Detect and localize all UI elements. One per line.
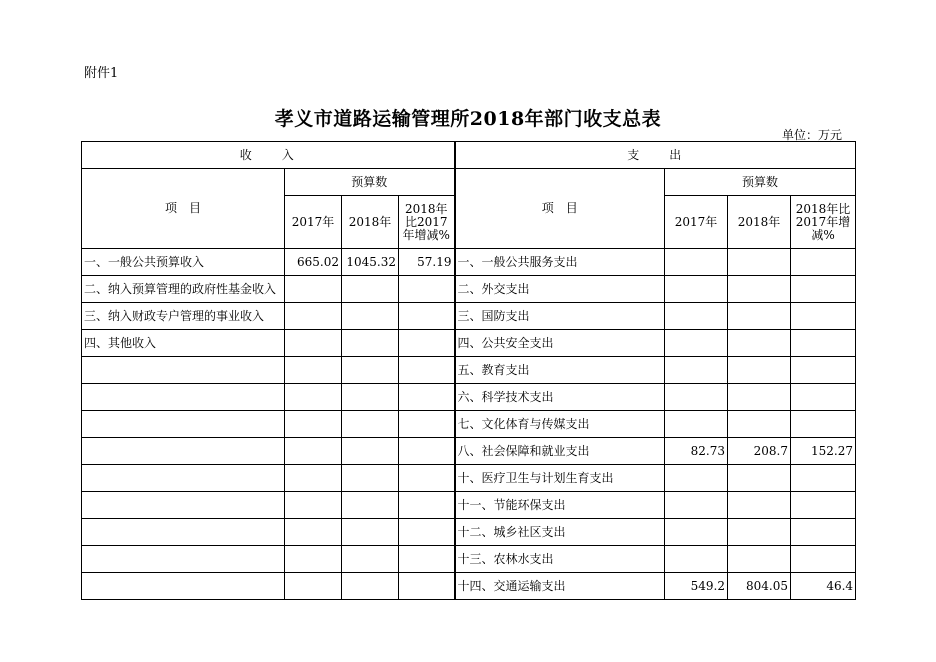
- income-2018-cell: [342, 465, 399, 492]
- expense-change-cell: 46.4: [791, 573, 856, 600]
- income-2017-header: 2017年: [285, 196, 342, 249]
- expense-item-cell: 三、国防支出: [455, 303, 665, 330]
- expense-2018-cell: [728, 276, 791, 303]
- table-row: [82, 411, 856, 438]
- income-item-cell: [82, 546, 285, 573]
- income-2017-cell: 665.02: [285, 249, 342, 276]
- income-2018-cell: [342, 546, 399, 573]
- income-item-cell: [82, 465, 285, 492]
- expense-item-cell: 十二、城乡社区支出: [455, 519, 665, 546]
- income-2017-cell: [285, 438, 342, 465]
- expense-2017-cell: [665, 492, 728, 519]
- income-change-cell: [399, 330, 455, 357]
- income-2017-cell: [285, 276, 342, 303]
- table-row: [82, 492, 856, 519]
- expense-2018-cell: 208.7: [728, 438, 791, 465]
- expense-change-cell: [791, 546, 856, 573]
- expense-2018-cell: [728, 357, 791, 384]
- income-2017-cell: [285, 330, 342, 357]
- expense-item-cell: 十、医疗卫生与计划生育支出: [455, 465, 665, 492]
- income-change-cell: [399, 411, 455, 438]
- expense-2017-cell: [665, 303, 728, 330]
- table-row: [82, 519, 856, 546]
- expense-2018-cell: [728, 411, 791, 438]
- expense-2017-cell: 82.73: [665, 438, 728, 465]
- expense-change-cell: [791, 357, 856, 384]
- income-2018-cell: [342, 519, 399, 546]
- income-change-cell: [399, 519, 455, 546]
- income-item-cell: 四、其他收入: [82, 330, 285, 357]
- unit-label: 单位：万元: [782, 128, 843, 142]
- income-2018-header: 2018年: [342, 196, 399, 249]
- expense-2017-cell: [665, 465, 728, 492]
- expense-item-cell: 六、科学技术支出: [455, 384, 665, 411]
- expense-2017-cell: [665, 357, 728, 384]
- table-row: [82, 303, 856, 330]
- page-title: 孝义市道路运输管理所2018年部门收支总表: [274, 108, 662, 130]
- expense-2017-cell: [665, 330, 728, 357]
- table-row: [82, 249, 856, 276]
- expense-change-cell: [791, 492, 856, 519]
- expense-2018-cell: [728, 384, 791, 411]
- income-header: 收 入: [82, 142, 455, 169]
- expense-2018-cell: [728, 492, 791, 519]
- income-item-cell: [82, 438, 285, 465]
- expense-2017-cell: [665, 519, 728, 546]
- income-budget-header: 预算数: [285, 169, 455, 196]
- income-item-cell: 三、纳入财政专户管理的事业收入: [82, 303, 285, 330]
- expense-change-cell: [791, 519, 856, 546]
- income-2018-cell: [342, 357, 399, 384]
- expense-item-header: 项 目: [455, 169, 665, 249]
- expense-2018-cell: [728, 519, 791, 546]
- income-2017-cell: [285, 411, 342, 438]
- expense-2018-cell: [728, 303, 791, 330]
- expense-change-cell: [791, 465, 856, 492]
- income-change-cell: [399, 438, 455, 465]
- expense-2018-cell: 804.05: [728, 573, 791, 600]
- expense-2018-cell: [728, 249, 791, 276]
- expense-item-cell: 十四、交通运输支出: [455, 573, 665, 600]
- expense-item-cell: 四、公共安全支出: [455, 330, 665, 357]
- expense-2017-cell: [665, 546, 728, 573]
- expense-change-cell: [791, 249, 856, 276]
- expense-2018-header: 2018年: [728, 196, 791, 249]
- income-item-cell: 一、一般公共预算收入: [82, 249, 285, 276]
- table-row: [82, 357, 856, 384]
- income-2018-cell: [342, 492, 399, 519]
- expense-change-cell: [791, 384, 856, 411]
- table-row: [82, 465, 856, 492]
- expense-header: 支 出: [455, 142, 856, 169]
- income-item-cell: [82, 492, 285, 519]
- expense-2017-cell: 549.2: [665, 573, 728, 600]
- income-2018-cell: [342, 330, 399, 357]
- expense-item-cell: 五、教育支出: [455, 357, 665, 384]
- expense-item-cell: 七、文化体育与传媒支出: [455, 411, 665, 438]
- income-2018-cell: 1045.32: [342, 249, 399, 276]
- income-change-cell: [399, 276, 455, 303]
- income-2018-cell: [342, 411, 399, 438]
- table-row: [82, 438, 856, 465]
- income-2018-cell: [342, 276, 399, 303]
- income-item-cell: [82, 384, 285, 411]
- income-2018-cell: [342, 303, 399, 330]
- expense-change-cell: [791, 411, 856, 438]
- income-change-cell: [399, 492, 455, 519]
- income-change-cell: [399, 384, 455, 411]
- table-row: [82, 330, 856, 357]
- income-2018-cell: [342, 384, 399, 411]
- income-2017-cell: [285, 357, 342, 384]
- income-item-header: 项 目: [82, 169, 285, 249]
- income-2018-cell: [342, 438, 399, 465]
- income-item-cell: [82, 411, 285, 438]
- income-item-cell: [82, 519, 285, 546]
- expense-2017-cell: [665, 384, 728, 411]
- budget-table: [81, 141, 856, 600]
- income-2018-cell: [342, 573, 399, 600]
- expense-2017-cell: [665, 249, 728, 276]
- income-change-cell: [399, 465, 455, 492]
- annex-label: 附件1: [84, 66, 119, 81]
- income-change-cell: 57.19: [399, 249, 455, 276]
- income-2017-cell: [285, 492, 342, 519]
- expense-change-header: 2018年比2017年增减%: [791, 196, 856, 249]
- income-change-cell: [399, 357, 455, 384]
- income-change-cell: [399, 546, 455, 573]
- table-row: [82, 276, 856, 303]
- expense-2018-cell: [728, 465, 791, 492]
- expense-2017-cell: [665, 276, 728, 303]
- income-2017-cell: [285, 384, 342, 411]
- income-2017-cell: [285, 573, 342, 600]
- expense-item-cell: 十一、节能环保支出: [455, 492, 665, 519]
- expense-change-cell: 152.27: [791, 438, 856, 465]
- table-row: [82, 384, 856, 411]
- table-row: [82, 573, 856, 600]
- expense-budget-header: 预算数: [665, 169, 856, 196]
- expense-item-cell: 二、外交支出: [455, 276, 665, 303]
- expense-2018-cell: [728, 546, 791, 573]
- income-change-cell: [399, 573, 455, 600]
- expense-item-cell: 十三、农林水支出: [455, 546, 665, 573]
- income-2017-cell: [285, 303, 342, 330]
- expense-2017-header: 2017年: [665, 196, 728, 249]
- income-2017-cell: [285, 465, 342, 492]
- income-2017-cell: [285, 546, 342, 573]
- expense-item-cell: 一、一般公共服务支出: [455, 249, 665, 276]
- expense-change-cell: [791, 276, 856, 303]
- income-change-header: 2018年比2017年增减%: [399, 196, 455, 249]
- income-item-cell: 二、纳入预算管理的政府性基金收入: [82, 276, 285, 303]
- expense-item-cell: 八、社会保障和就业支出: [455, 438, 665, 465]
- income-item-cell: [82, 573, 285, 600]
- income-2017-cell: [285, 519, 342, 546]
- income-change-cell: [399, 303, 455, 330]
- expense-2018-cell: [728, 330, 791, 357]
- table-row: [82, 546, 856, 573]
- income-item-cell: [82, 357, 285, 384]
- expense-2017-cell: [665, 411, 728, 438]
- expense-change-cell: [791, 330, 856, 357]
- expense-change-cell: [791, 303, 856, 330]
